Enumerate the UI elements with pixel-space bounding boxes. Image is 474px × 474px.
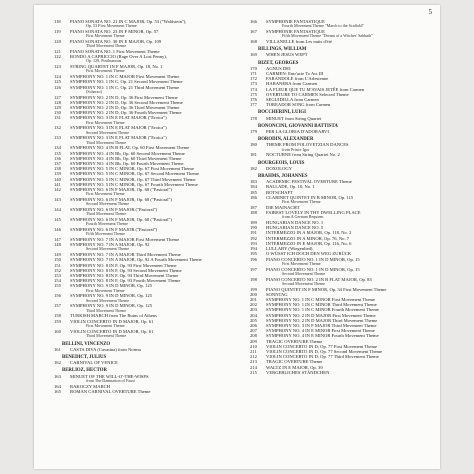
entry-number: 163	[54, 373, 61, 379]
entry-title: SYMPHONY NO. 1 IN C MAJOR First Movement Theme	[70, 74, 180, 80]
entry-number: 169	[250, 52, 257, 58]
entry-title: VERGEBLICHES STÄNDCHEN	[266, 369, 330, 375]
entry-subtitle: First Movement Theme	[86, 68, 125, 74]
entry-number: 151	[54, 262, 61, 268]
entry-title: SYMPHONY NO. 4 IN E MINOR First Movement Theme	[266, 328, 375, 334]
page-number: 5	[428, 8, 432, 16]
entry-number: 172	[250, 76, 257, 82]
list-item	[54, 227, 232, 232]
entry-number: 134	[54, 145, 61, 151]
entry-title: VIOLIN CONCERTO IN D, Op. 77 Third Movement Theme	[266, 354, 379, 360]
entry-number: 137	[54, 161, 61, 167]
entry-title: STRING QUARTET IN F MAJOR, Op. 18, No. 1	[70, 64, 163, 70]
list-item	[54, 329, 232, 334]
entry-title: SYMPHONY NO. 2 IN D, Op. 36 Third Movement Theme	[70, 105, 180, 111]
list-item	[250, 102, 428, 107]
entry-title: PIANO CONCERTO NO. 1 IN D MINOR, Op. 15	[266, 266, 360, 272]
entry-number: 191	[250, 230, 257, 236]
entry-title: WALTZ IN E MAJOR, Op. 39	[266, 364, 323, 370]
entry-number: 196	[250, 256, 257, 262]
list-item	[54, 319, 232, 324]
entry-number: 118	[54, 19, 61, 24]
list-item	[250, 52, 428, 57]
entry-title: SYMPHONY NO. 8 IN F, Op. 93 Fourth Movement Theme	[70, 278, 181, 284]
entry-subtitle: from A German Requiem	[282, 214, 324, 220]
entry-number: 147	[54, 237, 61, 243]
entry-title: CLARINET QUINTET IN B MINOR, Op. 115	[266, 194, 354, 200]
entry-number: 143	[54, 197, 61, 203]
entry-title: SYMPHONY NO. 2 IN D, Op. 36 Fourth Movement Theme	[70, 110, 182, 116]
entry-title: CASTA DIVA (Cavatina) from Norma	[70, 346, 141, 352]
entry-number: 126	[54, 84, 61, 90]
entry-number: 153	[54, 273, 61, 279]
entry-title: SYMPHONY NO. 6 IN F MAJOR ("Pastoral")	[70, 227, 158, 233]
list-item	[54, 217, 232, 222]
entry-number: 150	[54, 257, 61, 263]
entry-title: TRAGIC OVERTURE Theme	[266, 359, 323, 365]
entry-number: 130	[54, 110, 61, 116]
entry-number: 171	[250, 71, 257, 77]
entry-number: 205	[250, 317, 257, 323]
entry-title: PIANO CONCERTO NO. 1 IN D MINOR, Op. 15	[266, 256, 360, 262]
entry-number: 158	[54, 313, 61, 319]
entry-title: BALLADE, Op. 10, No. 1	[266, 184, 315, 190]
entry-title: WHEN JESUS WEPT	[266, 52, 308, 58]
entry-title: MINUET OF THE WILL-O'-THE-WISPS	[70, 373, 149, 379]
entry-title: HABANERA from Carmen	[266, 81, 318, 87]
entry-number: 210	[250, 343, 257, 349]
entry-number: 142	[54, 187, 61, 193]
entry-number: 200	[250, 291, 257, 297]
list-item	[250, 166, 428, 171]
entry-title: SYMPHONY NO. 1 IN C, Op. 21 Second Movement Theme	[70, 79, 183, 85]
list-item	[250, 152, 428, 157]
entry-title: SYMPHONY NO. 8 IN F, Op. 93 First Movement Theme	[70, 262, 177, 268]
entry-number: 181	[250, 152, 257, 158]
entry-number: 192	[250, 235, 257, 241]
entry-title: OVERTURE TO CARMEN Selected Theme	[266, 91, 349, 97]
entry-number: 157	[54, 303, 61, 309]
entry-title: SYMPHONY NO. 4 IN E MINOR Fourth Movement Theme	[266, 333, 379, 339]
entry-number: 135	[54, 150, 61, 156]
entry-subtitle: (Scherzo)	[86, 88, 102, 94]
entry-title: SYMPHONY NO. 8 IN F, Op. 93 Second Movement Theme	[70, 267, 182, 273]
entry-number: 154	[54, 278, 61, 284]
composer-heading: BERLIOZ, HECTOR	[62, 368, 107, 374]
entry-subtitle: Third Movement Theme	[86, 332, 127, 338]
entry-title: SEGUIDILLA from Carmen	[266, 97, 319, 103]
entry-number: 123	[54, 64, 61, 70]
entry-title: SYMPHONY NO. 1 IN C MINOR First Movement Theme	[266, 296, 376, 302]
list-item	[250, 129, 428, 134]
entry-subtitle: Op. 53 First Movement Theme	[86, 23, 137, 29]
entry-title: SYMPHONY NO. 6 IN F MAJOR, Op. 68 ("Pastoral")	[70, 187, 172, 193]
entry-title: TRAGIC OVERTURE Theme	[266, 338, 323, 344]
entry-subtitle: Fifth Movement Theme "Dream of a Witches' Sabbath"	[282, 33, 373, 39]
entry-title: VIOLIN CONCERTO IN D MAJOR, Op. 61	[70, 318, 154, 324]
entry-title: SYMPHONY NO. 1 IN C, Op. 21 Third Movement Theme	[70, 84, 180, 90]
list-item	[250, 210, 428, 215]
entry-title: CARMEN: Entr'acte To Act III	[266, 71, 324, 77]
entry-number: 215	[250, 369, 257, 375]
entry-title: SYMPHONY NO. 4 IN Bb, Op. 60 Third Movement Theme	[70, 155, 182, 161]
entry-subtitle: First Movement Theme	[282, 199, 321, 205]
entry-number: 161	[54, 346, 61, 352]
entry-number: 182	[250, 165, 257, 171]
entry-title: O WÜSST ICH DOCH DEN WEG ZURÜCK	[266, 251, 352, 257]
entry-number: 213	[250, 359, 257, 365]
entry-number: 211	[250, 348, 257, 354]
entry-title: SYMPHONY NO. 4 IN B FLAT, Op. 60 First Movement Theme	[70, 145, 190, 151]
entry-subtitle: Fourth Movement Theme "March to the Scaffold"	[282, 23, 365, 29]
entry-number: 170	[250, 65, 257, 71]
entry-number: 132	[54, 125, 61, 131]
entry-title: PIANO CONCERTO NO. 2 IN B FLAT MAJOR, Op. 83	[266, 276, 372, 282]
entry-number: 197	[250, 266, 257, 272]
entry-number: 184	[250, 184, 257, 190]
entry-number: 201	[250, 296, 257, 302]
entry-number: 145	[54, 217, 61, 223]
entry-number: 124	[54, 74, 61, 80]
entry-number: 202	[250, 302, 257, 308]
list-item	[54, 64, 232, 69]
entry-subtitle: Third Movement Theme	[86, 211, 127, 217]
entry-title: SYMPHONY NO. 2 IN D MAJOR First Movement Theme	[266, 312, 376, 318]
entry-number: 152	[54, 267, 61, 273]
entry-number: 188	[250, 210, 257, 216]
entry-subtitle: Second Movement Theme	[86, 129, 130, 135]
entry-title: SYMPHONY NO. 2 IN D, Op. 36 Second Movement Theme	[70, 99, 183, 105]
entry-number: 168	[250, 39, 257, 44]
entry-number: 178	[250, 115, 257, 121]
entry-title: CARNIVAL OF VENICE	[70, 360, 118, 366]
entry-number: 209	[250, 338, 257, 344]
entry-title: SYMPHONY NO. 5 IN C MINOR, Op. 67 Third Movement Theme	[70, 176, 196, 182]
entry-title: ACADEMIC FESTIVAL OVERTURE Theme	[266, 179, 352, 185]
list-item	[54, 242, 232, 247]
entry-number: 212	[250, 354, 257, 360]
entry-title: NOCTURNE from String Quartet No. 2	[266, 152, 340, 158]
list-item	[250, 116, 428, 121]
list-item	[250, 39, 428, 44]
entry-number: 194	[250, 246, 257, 252]
entry-title: SYMPHONY NO. 9 IN D MINOR, Op. 125	[70, 303, 153, 309]
left-column	[54, 19, 232, 394]
entry-number: 179	[250, 129, 257, 135]
entry-subtitle: First Movement Theme	[86, 119, 125, 125]
entry-title: HUNGARIAN DANCE NO. 1	[266, 220, 324, 226]
entry-title: SYMPHONY NO. 5 IN C MINOR, Op. 67 First Movement Theme	[70, 166, 194, 172]
entry-subtitle: Third Movement Theme	[86, 43, 127, 49]
composer-heading: BOCCHERINI, LUIGI	[258, 110, 306, 116]
list-item	[54, 187, 232, 192]
entry-title: SYMPHONY NO. 4 IN Bb, Op. 60 Fourth Movement Theme	[70, 161, 184, 167]
list-item	[54, 85, 232, 90]
entry-number: 206	[250, 322, 257, 328]
entry-number: 133	[54, 135, 61, 141]
composer-heading: BIZET, GEORGES	[258, 60, 299, 66]
entry-title: PIANO SONATA NO. 30 IN E MAJOR, Op. 109	[70, 39, 162, 44]
entry-number: 177	[250, 102, 257, 108]
entry-number: 148	[54, 242, 61, 248]
list-item	[54, 54, 232, 59]
entry-title: PIANO QUINTET IN F MINOR, Op. 34 First Movement Theme	[266, 286, 387, 292]
entry-number: 139	[54, 171, 61, 177]
list-item	[54, 347, 232, 352]
entry-title: SYMPHONY NO. 2 IN D MAJOR Third Movement Theme	[266, 317, 378, 323]
composer-heading: BELLINI, VINCENZO	[62, 341, 111, 347]
list-item	[54, 135, 232, 140]
entry-title: SYMPHONY NO. 1 IN C MINOR Fourth Movement Theme	[266, 307, 379, 313]
entry-title: INTERMEZZO IN A MAJOR, Op. 118, No. 2	[266, 230, 352, 236]
entry-subtitle: Fourth Movement Theme	[86, 221, 128, 227]
entry-title: SYMPHONY NO. 9 IN D MINOR, Op. 125	[70, 283, 153, 289]
list-item	[54, 283, 232, 288]
entry-number: 146	[54, 227, 61, 233]
composer-heading: BENEDICT, JULIUS	[62, 355, 107, 361]
list-item	[250, 267, 428, 272]
entry-number: 190	[250, 225, 257, 231]
list-item	[54, 125, 232, 130]
entry-number: 204	[250, 312, 257, 318]
entry-title: SYMPHONY NO. 3 IN F MAJOR Third Movement Theme	[266, 322, 377, 328]
entry-subtitle: First Movement Theme	[86, 33, 125, 39]
entry-title: HUNGARIAN DANCE NO. 5	[266, 225, 324, 231]
list-item	[54, 197, 232, 202]
entry-title: TOREADOR SONG from Carmen	[266, 102, 331, 108]
right-column	[250, 19, 428, 375]
entry-number: 180	[250, 142, 257, 148]
entry-subtitle: First Movement Theme	[86, 322, 125, 328]
entry-number: 195	[250, 251, 257, 257]
entry-title: VIOLIN CONCERTO IN D MAJOR, Op. 61	[70, 328, 154, 334]
entry-number: 121	[54, 49, 61, 54]
entry-title: SYMPHONY NO. 7 IN A MAJOR First Movement Theme	[70, 237, 180, 243]
entry-title: SONNTAG	[266, 291, 288, 297]
entry-number: 131	[54, 115, 61, 121]
entry-number: 189	[250, 220, 257, 226]
composer-heading: BOURGEOIS, LOUIS	[258, 160, 305, 166]
list-item	[54, 29, 232, 34]
entry-number: 138	[54, 166, 61, 172]
entry-number: 183	[250, 179, 257, 185]
entry-number: 173	[250, 81, 257, 87]
entry-subtitle: Second Movement Theme	[86, 201, 130, 207]
entry-subtitle: Second Movement Theme	[86, 297, 130, 303]
entry-subtitle: Fifth Movement Theme	[86, 231, 126, 237]
entry-title: RAKOCZY MARCH	[70, 383, 111, 389]
entry-number: 193	[250, 240, 257, 246]
entry-number: 125	[54, 79, 61, 85]
entry-number: 119	[54, 29, 61, 34]
entry-title: FARANDOLE from L'Arlesienne	[266, 76, 329, 82]
entry-number: 120	[54, 39, 61, 44]
entry-number: 165	[54, 388, 61, 394]
entry-number: 155	[54, 283, 61, 289]
entry-number: 185	[250, 189, 257, 195]
entry-number: 175	[250, 91, 257, 97]
list-item	[250, 277, 428, 282]
entry-title: SYMPHONY NO. 1 IN C MINOR Third Movement Theme	[266, 302, 377, 308]
entry-number: 167	[250, 29, 257, 34]
entry-title: SYMPHONY NO. 6 IN F MAJOR ("Pastoral")	[70, 207, 158, 213]
entry-title: RONDO A CAPRICCIO (Rage Over A Lost Penny),	[70, 54, 167, 60]
list-item	[54, 39, 232, 44]
entry-number: 166	[250, 19, 257, 24]
entry-subtitle: Op. 129, Posthumous	[86, 58, 122, 64]
entry-title: BOTSCHAFT	[266, 189, 293, 195]
entry-title: TURKISH MARCH from The Ruins of Athens	[70, 313, 157, 319]
entry-title: SYMPHONY NO. 6 IN F MAJOR, Op. 68 ("Pastoral")	[70, 197, 172, 203]
list-item	[250, 370, 428, 375]
entry-title: SYMPHONY NO. 8 IN F, Op. 93 Third Movement Theme	[70, 273, 179, 279]
list-item	[54, 293, 232, 298]
entry-title: SYMPHONY NO. 3 IN E FLAT MAJOR ("Eroica")	[70, 115, 167, 121]
list-item	[250, 257, 428, 262]
entry-title: INTERMEZZO IN A MINOR, Op. 76, No. 7	[266, 235, 350, 241]
composer-heading: BORODIN, ALEXANDER	[258, 137, 314, 143]
entry-number: 208	[250, 333, 257, 339]
document-page	[34, 5, 440, 469]
entry-subtitle: Second Movement Theme	[282, 270, 326, 276]
entry-number: 136	[54, 155, 61, 161]
entry-number: 159	[54, 318, 61, 324]
entry-number: 160	[54, 328, 61, 334]
list-item	[54, 207, 232, 212]
entry-number: 129	[54, 105, 61, 111]
entry-title: PIANO SONATA NO. 1 First Movement Theme	[70, 49, 160, 54]
list-item	[54, 19, 232, 24]
entry-subtitle: Third Movement Theme	[86, 307, 127, 313]
entry-number: 149	[54, 252, 61, 258]
entry-title: SYMPHONY NO. 4 IN Bb, Op. 60 Second Movement Theme	[70, 150, 185, 156]
entry-title: THEME FROM POLOVETZIAN DANCES	[266, 142, 349, 148]
entry-number: 144	[54, 207, 61, 213]
entry-title: MINUET from String Quartet	[266, 115, 322, 121]
entry-number: 174	[250, 86, 257, 92]
entry-title: INTERMEZZO IN E MAJOR, Op. 116, No. 6	[266, 240, 352, 246]
entry-number: 203	[250, 307, 257, 313]
list-item	[54, 374, 232, 379]
entry-title: SYMPHONIE FANTASTIQUE	[266, 19, 325, 24]
entry-number: 176	[250, 97, 257, 103]
entry-subtitle: First Movement Theme	[282, 260, 321, 266]
entry-title: VIOLIN CONCERTO IN D, Op. 77 Second Movement Theme	[266, 348, 383, 354]
entry-number: 207	[250, 328, 257, 334]
entry-title: FAIREST LOVELY IN THY DWELLING PLACE	[266, 210, 361, 216]
entry-subtitle: Third Movement Theme	[86, 139, 127, 145]
entry-title: SYMPHONY NO. 9 IN D MINOR, Op. 125	[70, 293, 153, 299]
list-item	[54, 360, 232, 365]
entry-title: VILLANELLE from Les nuits d'été	[266, 39, 332, 44]
entry-subtitle: from Prince Igor	[282, 146, 310, 152]
entry-title: PIANO SONATA NO. 21 IN C MAJOR, Op. 53 ("Waldstein"),	[70, 19, 187, 24]
entry-title: PER LA GLORIA D'ADORARVI	[266, 129, 329, 135]
entry-number: 141	[54, 181, 61, 187]
composer-heading: BRAHMS, JOHANNES	[258, 174, 308, 180]
entry-number: 128	[54, 99, 61, 105]
entry-subtitle: from The Damnation of Faust	[86, 377, 135, 383]
entry-title: SYMPHONY NO. 5 IN C MINOR, Op. 67 Fourth Movement Theme	[70, 181, 198, 187]
entry-subtitle: First Movement Theme	[86, 191, 125, 197]
entry-title: SYMPHONY NO. 5 IN C MINOR, Op. 67 Second Movement Theme	[70, 171, 200, 177]
entry-subtitle: Second Movement Theme	[86, 246, 130, 252]
entry-number: 186	[250, 194, 257, 200]
entry-number: 162	[54, 360, 61, 366]
entry-title: SYMPHONY NO. 3 IN E FLAT MAJOR ("Eroica")	[70, 125, 167, 131]
entry-number: 214	[250, 364, 257, 370]
list-item	[54, 389, 232, 394]
entry-title: AGNUS DEI	[266, 65, 291, 71]
entry-number: 198	[250, 276, 257, 282]
entry-title: SYMPHONY NO. 3 IN E FLAT MAJOR ("Eroica")	[70, 135, 167, 141]
entry-title: VIOLIN CONCERTO IN D, Op. 77 First Movement Theme	[266, 343, 378, 349]
entry-title: SYMPHONIE FANTASTIQUE	[266, 29, 325, 34]
list-item	[250, 195, 428, 200]
entry-number: 127	[54, 94, 61, 100]
entry-subtitle: Second Movement Theme	[282, 280, 326, 286]
entry-number: 140	[54, 176, 61, 182]
entry-title: SYMPHONY NO. 6 IN F MAJOR, Op. 68 ("Pastoral")	[70, 217, 172, 223]
entry-title: PIANO SONATA NO. 23 IN F MINOR, Op. 57	[70, 29, 159, 34]
entry-subtitle: First Movement Theme	[86, 287, 125, 293]
entry-number: 164	[54, 383, 61, 389]
entry-number: 156	[54, 293, 61, 299]
entry-number: 122	[54, 54, 61, 60]
entry-title: SYMPHONY NO. 2 IN D, Op. 36 First Movement Theme	[70, 94, 178, 100]
list-item	[54, 115, 232, 120]
entry-title: SYMPHONY NO. 7 IN A MAJOR, Op. 92 A Fourth Movement Theme	[70, 257, 202, 263]
list-item	[54, 303, 232, 308]
entry-title: ROMAN CARNIVAL OVERTURE Theme	[70, 388, 151, 394]
entry-number: 187	[250, 204, 257, 210]
entry-title: SYMPHONY NO. 7 IN A MAJOR Third Movement Theme	[70, 252, 181, 258]
entry-title: DIE MAINACHT	[266, 204, 300, 210]
list-item	[250, 142, 428, 147]
composer-heading: BONONCINI, GIOVANNI BATTISTA	[258, 123, 338, 129]
entry-title: LA FLEUR QUE TU M'AVAIS JETÉE from Carmen	[266, 86, 365, 92]
entry-title: SYMPHONY NO. 7 IN A MAJOR, Op. 92	[70, 242, 150, 248]
entry-number: 199	[250, 286, 257, 292]
entry-title: DOXOLOGY	[266, 165, 293, 171]
composer-heading: BILLINGS, WILLIAM	[258, 47, 307, 53]
entry-title: LULLABY (Wiegenlied)	[266, 246, 313, 252]
